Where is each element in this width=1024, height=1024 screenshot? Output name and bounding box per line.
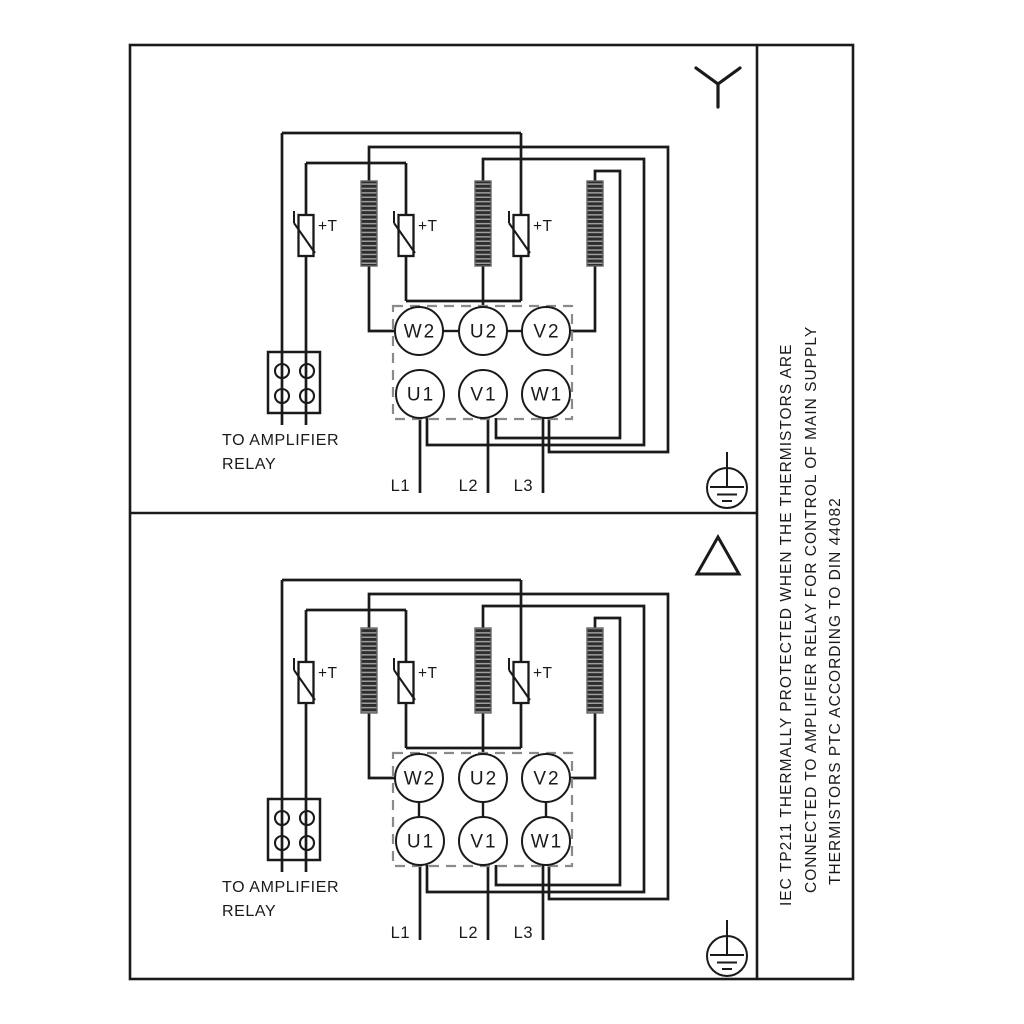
supply-label-l1: L1 bbox=[390, 924, 410, 942]
wire-winding1-w2 bbox=[369, 713, 395, 778]
ptc-thermistor bbox=[394, 211, 437, 256]
star-arm bbox=[718, 68, 740, 84]
thermistor-label: +T bbox=[318, 218, 338, 235]
ptc-thermistor bbox=[394, 658, 437, 703]
thermistor-body bbox=[399, 662, 414, 703]
relay-box bbox=[268, 799, 320, 860]
thermistor-label: +T bbox=[418, 218, 438, 235]
terminal-v2 bbox=[522, 307, 570, 355]
wire-winding3-v2 bbox=[570, 266, 595, 331]
relay-note-line2: RELAY bbox=[222, 903, 277, 920]
terminal-label: U1 bbox=[406, 831, 436, 853]
winding-bar bbox=[587, 628, 603, 713]
wire-winding1-w2 bbox=[369, 266, 395, 331]
thermistor-label: +T bbox=[533, 218, 553, 235]
earth-ground-icon bbox=[707, 920, 747, 976]
terminal-u2 bbox=[459, 307, 507, 355]
thermistor-label: +T bbox=[418, 665, 438, 682]
thermistor-body bbox=[514, 215, 529, 256]
thermistor-label: +T bbox=[318, 665, 338, 682]
terminal-u1 bbox=[396, 817, 444, 865]
terminal-label: U2 bbox=[469, 768, 499, 790]
panel-delta-connection bbox=[222, 537, 747, 976]
wire-winding3-v2 bbox=[570, 713, 595, 778]
earth-ground-icon bbox=[707, 452, 747, 508]
terminal-label: U2 bbox=[469, 321, 499, 343]
thermistor-body bbox=[399, 215, 414, 256]
ptc-thermistor bbox=[509, 658, 552, 703]
relay-note-line2: RELAY bbox=[222, 456, 277, 473]
relay-box bbox=[268, 352, 320, 413]
supply-label-l3: L3 bbox=[513, 924, 533, 942]
relay-note-line1: TO AMPLIFIER bbox=[222, 432, 340, 449]
relay-note-line1: TO AMPLIFIER bbox=[222, 879, 340, 896]
amplifier-relay-terminal-block bbox=[268, 799, 320, 860]
winding-bar bbox=[587, 181, 603, 266]
terminal-v1 bbox=[459, 817, 507, 865]
delta-connection-icon bbox=[697, 537, 739, 574]
terminal-label: V1 bbox=[470, 384, 498, 406]
star-arm bbox=[696, 68, 718, 84]
star-connection-icon bbox=[696, 68, 740, 107]
winding-bar bbox=[361, 181, 377, 266]
terminal-label: V2 bbox=[533, 321, 561, 343]
terminal-w1 bbox=[522, 370, 570, 418]
terminal-v1 bbox=[459, 370, 507, 418]
terminal-label: V2 bbox=[533, 768, 561, 790]
panel-star-connection bbox=[222, 68, 747, 508]
terminal-u2 bbox=[459, 754, 507, 802]
terminal-label: W1 bbox=[530, 831, 564, 853]
terminal-label: W2 bbox=[403, 321, 437, 343]
thermistor-body bbox=[299, 662, 314, 703]
supply-label-l2: L2 bbox=[458, 924, 478, 942]
terminal-w2 bbox=[395, 754, 443, 802]
motor-winding bbox=[475, 628, 491, 713]
thermistor-label: +T bbox=[533, 665, 553, 682]
terminal-label: U1 bbox=[406, 384, 436, 406]
side-note-line-3: THERMISTORS PTC ACCORDING TO DIN 44082 bbox=[827, 497, 844, 885]
winding-bar bbox=[361, 628, 377, 713]
supply-label-l3: L3 bbox=[513, 477, 533, 495]
motor-winding bbox=[475, 181, 491, 266]
winding-bar bbox=[475, 181, 491, 266]
terminal-label: W2 bbox=[403, 768, 437, 790]
terminal-label: V1 bbox=[470, 831, 498, 853]
ptc-thermistor bbox=[294, 211, 337, 256]
terminal-v2 bbox=[522, 754, 570, 802]
ptc-thermistor bbox=[294, 658, 337, 703]
ptc-thermistor bbox=[509, 211, 552, 256]
side-note-line-2: CONNECTED TO AMPLIFIER RELAY FOR CONTROL OF MAIN SUPPLY bbox=[803, 325, 820, 893]
terminal-w1 bbox=[522, 817, 570, 865]
motor-winding bbox=[587, 181, 603, 266]
motor-winding bbox=[361, 628, 377, 713]
supply-label-l2: L2 bbox=[458, 477, 478, 495]
terminal-u1 bbox=[396, 370, 444, 418]
thermistor-body bbox=[514, 662, 529, 703]
winding-bar bbox=[475, 628, 491, 713]
terminal-label: W1 bbox=[530, 384, 564, 406]
amplifier-relay-terminal-block bbox=[268, 352, 320, 413]
side-note-line-1: IEC TP211 THERMALLY PROTECTED WHEN THE THERMISTORS ARE bbox=[778, 343, 795, 906]
motor-winding bbox=[587, 628, 603, 713]
thermistor-body bbox=[299, 215, 314, 256]
motor-winding bbox=[361, 181, 377, 266]
terminal-w2 bbox=[395, 307, 443, 355]
supply-label-l1: L1 bbox=[390, 477, 410, 495]
